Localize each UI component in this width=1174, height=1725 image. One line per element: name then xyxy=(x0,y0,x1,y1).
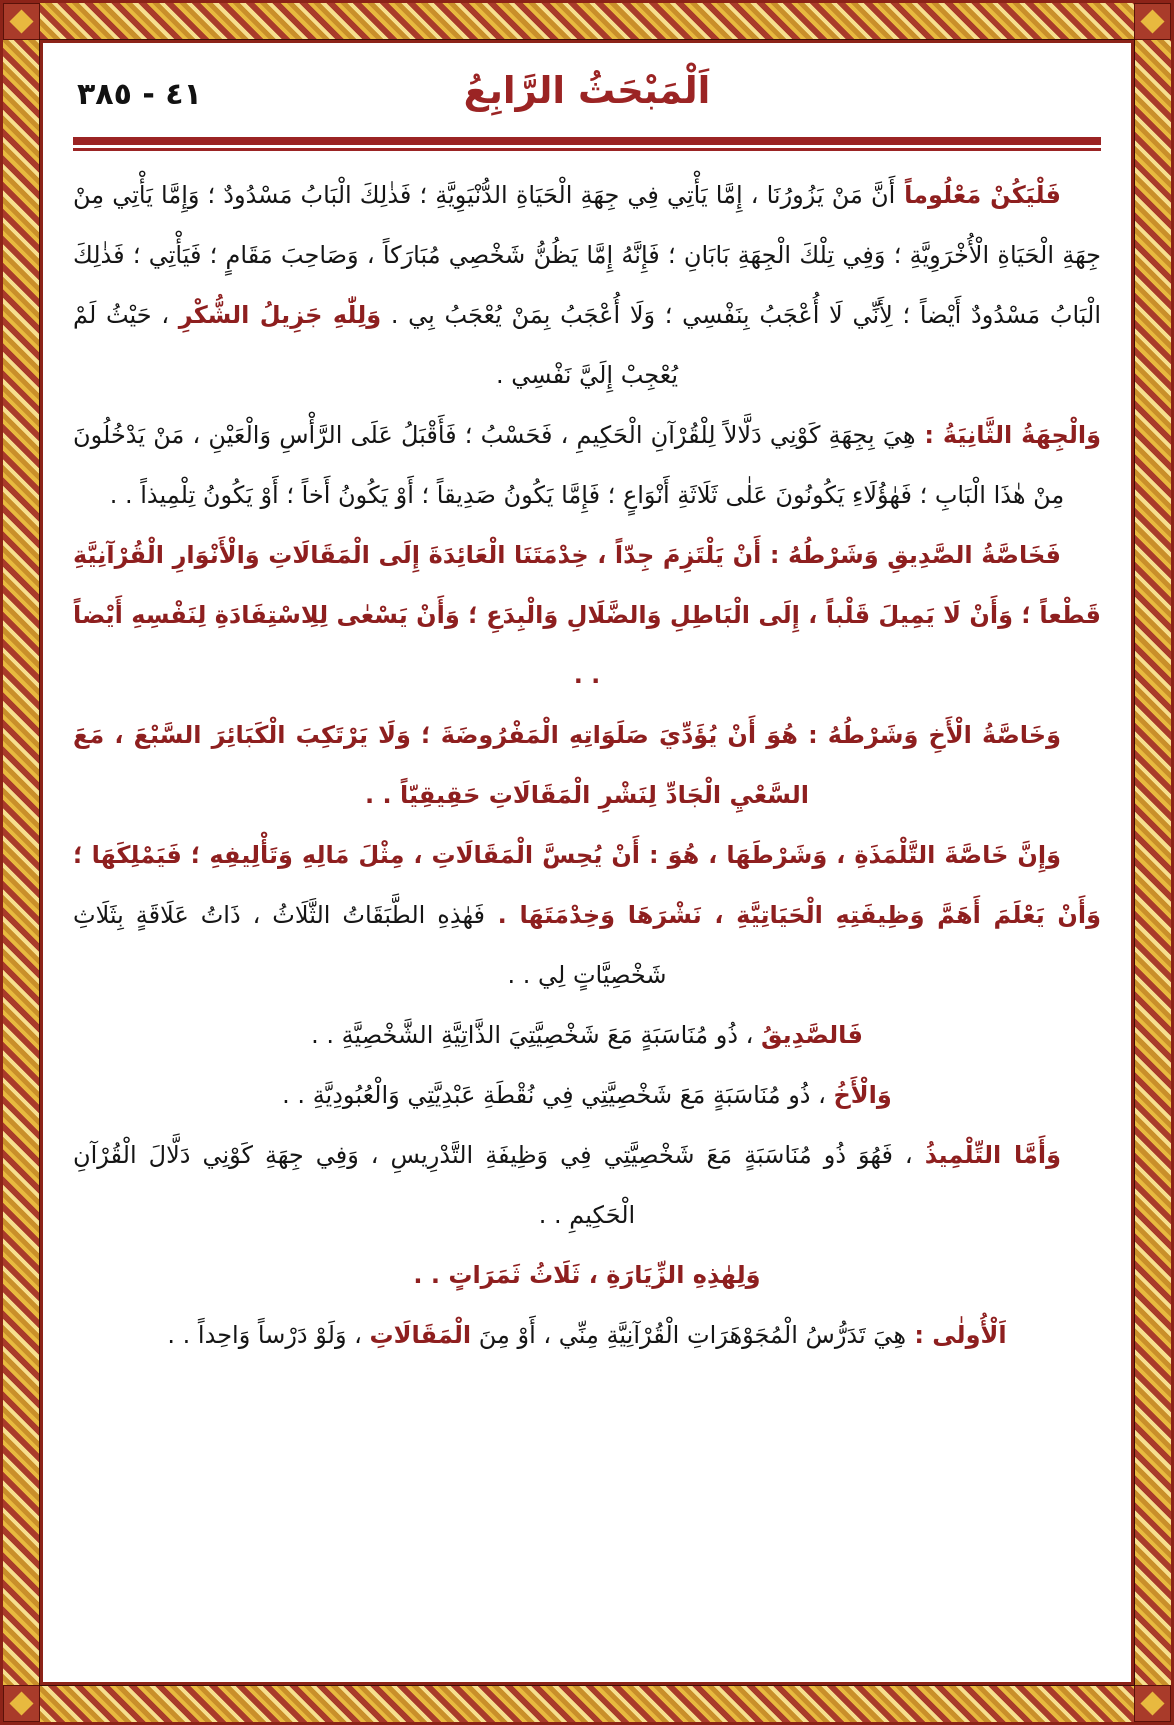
paragraph-student-relation xyxy=(73,1125,1101,1245)
text-segment-red: وَلِهٰذِهِ الزِّيَارَةِ ، ثَلَاثُ ثَمَرَاتٍ . . xyxy=(413,1261,761,1289)
text-segment-red: وَالْأَخُ xyxy=(833,1081,892,1109)
header-divider xyxy=(73,137,1101,151)
text-segment-red: وَخَاصَّةُ الْأَخِ وَشَرْطُهُ : هُوَ أَنْ يُؤَدِّيَ صَلَوَاتِهِ الْمَفْرُوضَةَ ؛ وَلَا يَرْتَكِبَ الْكَبَائِرَ السَّبْعَ ، مَعَ السَّعْيِ الْجَادِّ لِنَشْرِ الْمَقَالَاتِ حَقِيقِيّاً . . xyxy=(73,721,1061,809)
paragraph-brother-condition xyxy=(73,705,1101,825)
paragraph-student-condition xyxy=(73,825,1101,1005)
page-content-area xyxy=(40,40,1134,1685)
text-segment: فَهٰذِهِ الطَّبَقَاتُ الثَّلَاثُ ، ذَاتُ عَلَاقَةٍ بِثَلَاثِ شَخْصِيَّاتٍ لِي . . xyxy=(73,901,667,989)
border-corner-ornament xyxy=(1134,3,1171,40)
text-segment: ، فَهُوَ ذُو مُنَاسَبَةٍ مَعَ شَخْصِيَّتِي فِي وَظِيفَةِ التَّدْرِيسِ ، وَفِي جِهَةِ كَوْنِي دَلَّالَ الْقُرْآنِ الْحَكِيمِ . . xyxy=(73,1141,925,1229)
text-segment-red: وَأَمَّا التِّلْمِيذُ xyxy=(924,1141,1062,1169)
text-segment: أَنَّ مَنْ يَزُورُنَا ، إِمَّا يَأْتِي فِي جِهَةِ الْحَيَاةِ الدُّنْيَوِيَّةِ ؛ فَذٰلِكَ الْبَابُ مَسْدُودٌ ؛ وَإِمَّا يَأْتِي مِنْ جِهَةِ الْحَيَاةِ الْأُخْرَوِيَّةِ ؛ وَفِي تِلْكَ الْجِهَةِ بَابَانِ ؛ فَإِنَّهُ إِمَّا يَظُنُّ شَخْصِي مُبَارَكاً ، وَصَاحِبَ مَقَامٍ ؛ فَيَأْتِي ؛ فَذٰلِكَ الْبَابُ مَسْدُودٌ أَيْضاً ؛ لِأَنِّي لَا أُعْجَبُ بِنَفْسِي ؛ وَلَا أُعْجَبُ بِمَنْ يُعْجَبُ بِي . xyxy=(73,181,1101,329)
text-segment: ، وَلَوْ دَرْساً وَاحِداً . . xyxy=(167,1321,370,1349)
text-segment-red: فَالصَّدِيقُ xyxy=(761,1021,863,1049)
text-segment: ، حَيْثُ لَمْ يُعْجِبْ إِلَيَّ نَفْسِي . xyxy=(73,301,679,389)
paragraph-friend-condition xyxy=(73,525,1101,705)
page-header xyxy=(73,67,1101,129)
text-segment: هِيَ تَدَرُّسُ الْمُجَوْهَرَاتِ الْقُرْآنِيَّةِ مِنِّي ، أَوْ مِنَ xyxy=(471,1321,906,1349)
paragraph-first-fruit xyxy=(73,1305,1101,1365)
text-segment-red: وَإِنَّ خَاصَّةَ التَّلْمَذَةِ ، وَشَرْطَهَا ، هُوَ : أَنْ يُحِسَّ الْمَقَالَاتِ ، مِثْلَ مَالِهِ وَتَأْلِيفِهِ ؛ فَيَمْلِكَهَا ؛ وَأَنْ يَعْلَمَ أَهَمَّ وَظِيفَتِهِ الْحَيَاتِيَّةِ ، نَشْرَهَا وَخِدْمَتَهَا . xyxy=(73,841,1101,929)
divider-thick-rule xyxy=(73,137,1101,145)
page-title: اَلْمَبْحَثُ الرَّابِعُ xyxy=(463,69,711,112)
text-segment-red: وَلِلّٰهِ جَزِيلُ الشُّكْرِ xyxy=(178,301,382,329)
text-segment-red: اَلْأُولٰى : xyxy=(905,1321,1007,1349)
border-corner-ornament xyxy=(3,1685,40,1722)
border-corner-ornament xyxy=(3,3,40,40)
text-segment: ، ذُو مُنَاسَبَةٍ مَعَ شَخْصِيَّتِيَ الذَّاتِيَّةِ الشَّخْصِيَّةِ . . xyxy=(311,1021,762,1049)
text-segment: ، ذُو مُنَاسَبَةٍ مَعَ شَخْصِيَّتِي فِي نُقْطَةِ عَبْدِيَّتِي وَالْعُبُودِيَّةِ . . xyxy=(282,1081,834,1109)
page-number: ٤١ - ٣٨٥ xyxy=(77,77,202,112)
divider-thin-rule xyxy=(73,148,1101,151)
border-corner-ornament xyxy=(1134,1685,1171,1722)
paragraph-brother-relation xyxy=(73,1065,1101,1125)
text-segment-red: فَخَاصَّةُ الصَّدِيقِ وَشَرْطُهُ : أَنْ يَلْتَزِمَ جِدّاً ، خِدْمَتَنَا الْعَائِدَةَ إِلَى الْمَقَالَاتِ وَالْأَنْوَارِ الْقُرْآنِيَّةِ قَطْعاً ؛ وَأَنْ لَا يَمِيلَ قَلْباً ، إِلَى الْبَاطِلِ وَالضَّلَالِ وَالْبِدَعِ ؛ وَأَنْ يَسْعٰى لِلِاسْتِفَادَةِ لِنَفْسِهِ أَيْضاً . . xyxy=(73,541,1101,689)
paragraph-friend-relation xyxy=(73,1005,1101,1065)
body-text xyxy=(73,165,1101,1365)
paragraph-three-fruits xyxy=(73,1245,1101,1305)
paragraph-visitors xyxy=(73,165,1101,405)
paragraph-second-aspect xyxy=(73,405,1101,525)
text-segment-red: وَالْجِهَةُ الثَّانِيَةُ : xyxy=(915,421,1102,449)
text-segment-red: الْمَقَالَاتِ xyxy=(369,1321,472,1349)
text-segment: هِيَ بِجِهَةِ كَوْنِي دَلَّالاً لِلْقُرْآنِ الْحَكِيمِ ، فَحَسْبُ ؛ فَأَقْبَلُ عَلَى الرَّأْسِ وَالْعَيْنِ ، مَنْ يَدْخُلُونَ مِنْ هٰذَا الْبَابِ ؛ فَهٰؤُلَاءِ يَكُونُونَ عَلٰى ثَلَاثَةِ أَنْوَاعٍ ؛ فَإِمَّا يَكُونُ صَدِيقاً ؛ أَوْ يَكُونُ أَخاً ؛ أَوْ يَكُونُ تِلْمِيذاً . . xyxy=(73,421,1065,509)
text-segment-red: فَلْيَكُنْ مَعْلُوماً xyxy=(895,181,1061,209)
